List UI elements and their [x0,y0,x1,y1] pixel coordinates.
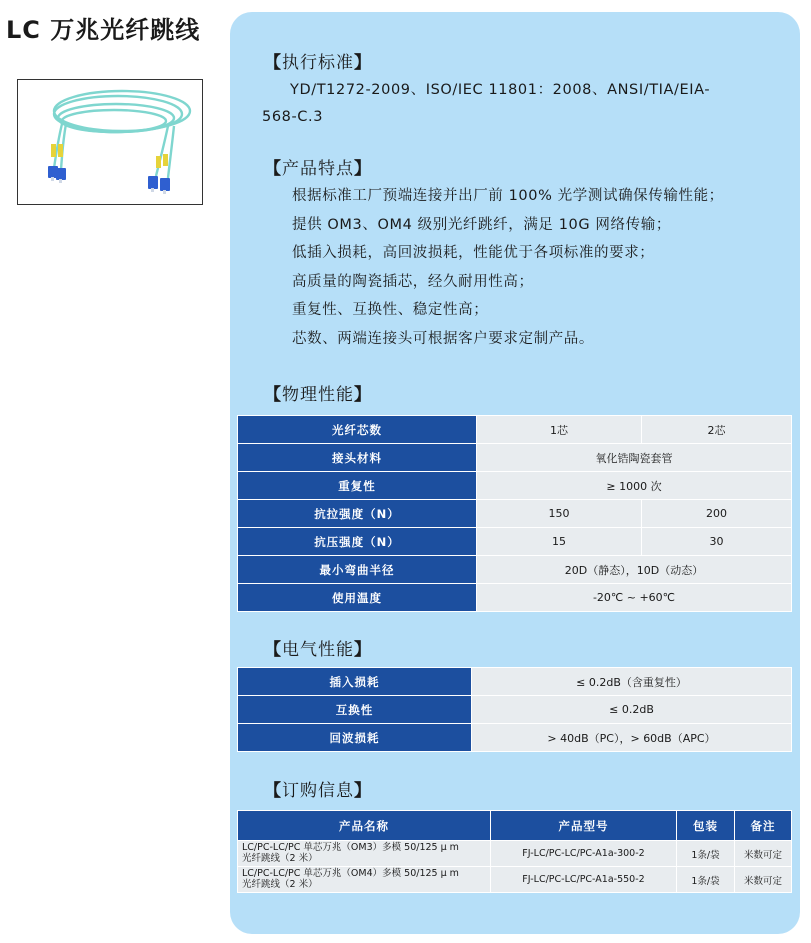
feature-item: 提供 OM3、OM4 级别光纤跳纤，满足 10G 网络传输； [292,216,671,233]
standard-text-line1: YD/T1272-2009、ISO/IEC 11801：2008、ANSI/TIA/EIA- [290,82,711,98]
table-row [238,867,792,893]
table-row [238,528,792,556]
product-model-cell: FJ-LC/PC-LC/PC-A1a-300-2 [491,841,677,867]
row-label: 回波损耗 [238,724,472,752]
physical-table [237,415,792,612]
page-title: LC 万兆光纤跳线 [6,16,201,44]
product-name-line: LC/PC-LC/PC 单芯万兆（OM3）多模 50/125 μ m [242,842,459,853]
ordering-heading-text: 订购信息 [282,781,354,801]
product-name-cell [238,841,491,867]
col-header-note: 备注 [735,811,792,841]
electrical-heading: 【电气性能】 [264,640,372,660]
cell-value: 15 [477,528,642,556]
col-header-name: 产品名称 [238,811,491,841]
row-label: 接头材料 [238,444,477,472]
product-name-line: LC/PC-LC/PC 单芯万兆（OM4）多模 50/125 μ m [242,868,459,879]
cell-value: 1芯 [477,416,642,444]
table-row [238,584,792,612]
product-note-cell: 米数可定 [735,867,792,893]
standard-text-line2: 568-C.3 [262,109,324,125]
standard-text [262,77,797,131]
product-name-cell [238,867,491,893]
product-model-cell: FJ-LC/PC-LC/PC-A1a-550-2 [491,867,677,893]
product-pack-cell: 1条/袋 [677,867,735,893]
electrical-table [237,667,792,752]
features-heading: 【产品特点】 [264,159,372,179]
row-label: 重复性 [238,472,477,500]
table-row [238,668,792,696]
table-row [238,444,792,472]
cell-value: 150 [477,500,642,528]
feature-item: 芯数、两端连接头可根据客户要求定制产品。 [292,330,594,347]
feature-item: 高质量的陶瓷插芯，经久耐用性高； [292,273,534,290]
cell-value: 30 [642,528,792,556]
physical-heading: 【物理性能】 [264,385,372,405]
table-row [238,724,792,752]
table-row [238,841,792,867]
table-row [238,416,792,444]
ordering-heading: 【订购信息】 [264,781,372,801]
table-row [238,500,792,528]
cell-value: > 40dB（PC），> 60dB（APC） [472,724,792,752]
row-label: 光纤芯数 [238,416,477,444]
col-header-pack: 包装 [677,811,735,841]
row-label: 使用温度 [238,584,477,612]
feature-item: 低插入损耗，高回波损耗，性能优于各项标准的要求； [292,245,655,261]
cell-value: 20D（静态），10D（动态） [477,556,792,584]
product-note-cell: 米数可定 [735,841,792,867]
cell-value: ≤ 0.2dB（含重复性） [472,668,792,696]
product-pack-cell: 1条/袋 [677,841,735,867]
col-header-model: 产品型号 [491,811,677,841]
product-name-line: 光纤跳线（2 米） [242,878,318,890]
standard-heading-text: 执行标准 [282,53,354,73]
table-row [238,696,792,724]
row-label: 插入损耗 [238,668,472,696]
row-label: 抗压强度（N） [238,528,477,556]
physical-heading-text: 物理性能 [282,385,354,405]
electrical-heading-text: 电气性能 [282,640,354,660]
fiber-patch-cord-image [18,80,201,203]
table-row [238,472,792,500]
feature-item: 根据标准工厂预端连接并出厂前 100% 光学测试确保传输性能； [292,188,724,204]
table-header-row [238,811,792,841]
cell-value: ≤ 0.2dB [472,696,792,724]
cell-value: 2芯 [642,416,792,444]
cell-value: -20℃ ~ +60℃ [477,584,792,612]
ordering-table [237,810,792,893]
row-label: 最小弯曲半径 [238,556,477,584]
row-label: 抗拉强度（N） [238,500,477,528]
product-name-line: 光纤跳线（2 米） [242,852,318,864]
features-list [292,182,724,353]
cell-value: 200 [642,500,792,528]
table-row [238,556,792,584]
standard-heading: 【执行标准】 [264,53,372,73]
cell-value: ≥ 1000 次 [477,472,792,500]
product-photo [17,79,203,205]
row-label: 互换性 [238,696,472,724]
features-heading-text: 产品特点 [282,159,354,179]
cell-value: 氧化锆陶瓷套管 [477,444,792,472]
feature-item: 重复性、互换性、稳定性高； [292,302,489,318]
